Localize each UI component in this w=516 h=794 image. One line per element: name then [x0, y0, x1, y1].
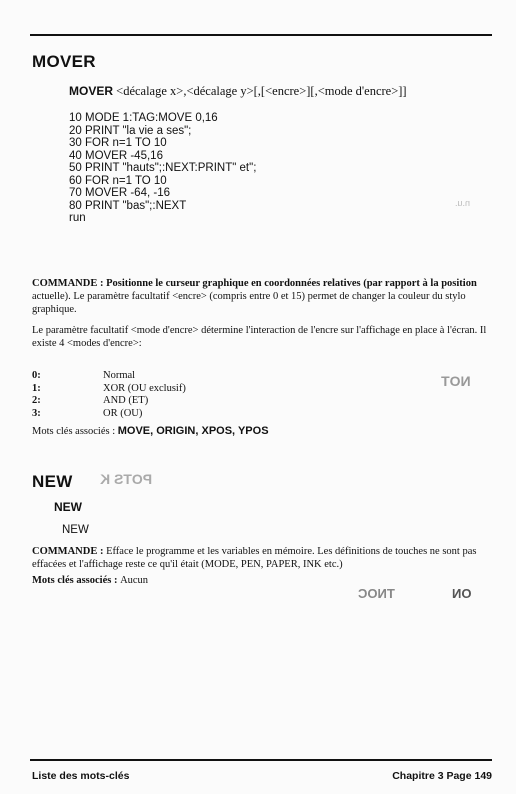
ink-mode-row: 3: OR (OU) [32, 407, 143, 419]
bottom-rule [30, 759, 492, 761]
bleed-through-mark: TNOC [358, 586, 395, 601]
command-rest: actuelle). Le paramètre facultatif <encre> (compris entre 0 et 15) permet de changer la couleur du stylo graphique. [32, 291, 466, 315]
mover-syntax [69, 84, 407, 99]
new-related-keywords [32, 575, 148, 586]
mover-syntax-args: <décalage x>,<décalage y>[,[<encre>][,<mode d'encre>]] [113, 84, 407, 98]
code-line: 40 MOVER -45,16 [69, 149, 163, 162]
mover-related-keywords [32, 425, 269, 437]
code-line: 50 PRINT "hauts";:NEXT:PRINT" et"; [69, 162, 257, 174]
bleed-through-mark: ON [452, 586, 472, 601]
bleed-through-mark: POTS K [100, 471, 153, 487]
related-keywords-list: Aucun [120, 575, 149, 586]
ink-mode-row: 2: AND (ET) [32, 395, 149, 406]
mover-syntax-keyword: MOVER [69, 84, 114, 98]
related-keywords-list: MOVE, ORIGIN, XPOS, YPOS [117, 425, 269, 437]
command-label: COMMANDE : [32, 278, 104, 289]
new-syntax: NEW [62, 524, 89, 536]
ink-modes-list [32, 370, 332, 420]
code-line: 70 MOVER -64, -16 [69, 187, 170, 199]
bleed-through-mark: NOT [441, 373, 471, 389]
code-line: run [69, 212, 86, 224]
related-keywords-label: Mots clés associés : [32, 426, 118, 437]
ink-mode-row: 1: XOR (OU exclusif) [32, 382, 186, 394]
bleed-through-mark: n.u. [450, 198, 471, 208]
new-command-description [32, 545, 494, 571]
code-line: 20 PRINT "la vie a ses"; [69, 124, 192, 137]
mover-command-description [32, 277, 494, 316]
command-text: Efface le programme et les variables en mémoire. Les définitions de touches ne sont pas effacées et l'affichage reste ce qu'il était (MODE, PEN, PAPER, INK etc.) [32, 546, 477, 570]
section-title-mover: MOVER [32, 52, 96, 71]
code-line: 60 FOR n=1 TO 10 [69, 174, 167, 187]
mover-code-listing [69, 112, 256, 225]
mover-ink-mode-description: Le paramètre facultatif <mode d'encre> détermine l'interaction de l'encre sur l'affichage en place à l'écran. Il existe 4 <modes d'encre>: [32, 325, 487, 349]
code-line: 10 MODE 1:TAG:MOVE 0,16 [69, 112, 218, 124]
section-title-new: NEW [32, 472, 73, 491]
footer-page-number: Chapitre 3 Page 149 [392, 770, 492, 782]
command-label: COMMANDE : [32, 546, 104, 557]
command-lead: Positionne le curseur graphique en coordonnées relatives (par rapport à la position [103, 278, 477, 289]
code-line: 80 PRINT "bas";:NEXT [69, 199, 187, 212]
new-keyword: NEW [54, 500, 82, 514]
ink-mode-row: 0: Normal [32, 370, 136, 381]
related-keywords-label: Mots clés associés : [32, 575, 121, 586]
code-line: 30 FOR n=1 TO 10 [69, 137, 167, 149]
footer-section-name: Liste des mots-clés [32, 770, 130, 782]
top-rule [30, 34, 492, 36]
